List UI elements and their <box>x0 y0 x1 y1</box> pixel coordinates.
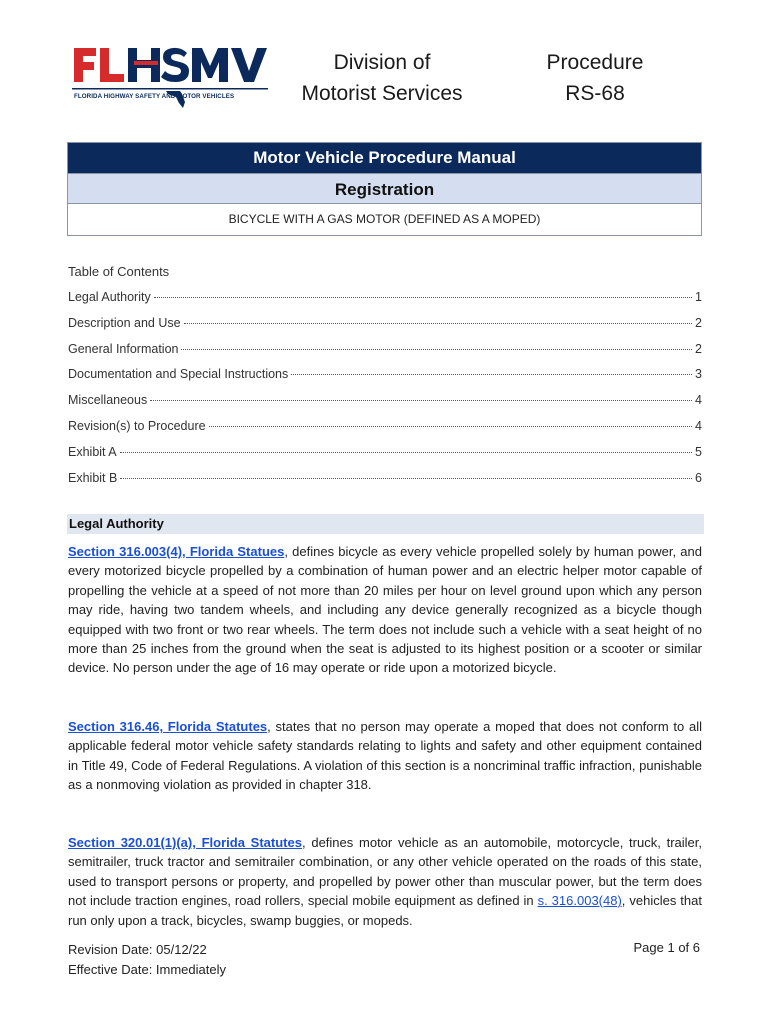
toc-item[interactable] <box>68 342 702 368</box>
statute-link-316-46[interactable]: Section 316.46, Florida Statutes <box>68 719 268 734</box>
flhsmv-logo <box>72 44 268 110</box>
toc-item[interactable] <box>68 290 702 316</box>
legal-paragraph-1 <box>68 542 702 678</box>
statute-link-320-01[interactable]: Section 320.01(1)(a), Florida Statutes <box>68 835 302 850</box>
page-number: Page 1 of 6 <box>633 940 700 955</box>
procedure-line1: Procedure <box>546 51 644 74</box>
toc-leader-dots <box>184 323 692 324</box>
toc-item-label: Exhibit B <box>68 470 118 485</box>
toc-item-label: Description and Use <box>68 315 181 330</box>
toc-leader-dots <box>291 374 692 375</box>
table-of-contents <box>68 290 702 496</box>
toc-item-label: General Information <box>68 341 179 356</box>
toc-item-page: 4 <box>695 393 702 408</box>
toc-item[interactable] <box>68 471 702 497</box>
toc-item[interactable] <box>68 367 702 393</box>
toc-item[interactable] <box>68 316 702 342</box>
toc-item[interactable] <box>68 393 702 419</box>
toc-item-page: 2 <box>695 341 702 356</box>
toc-item-label: Miscellaneous <box>68 393 148 408</box>
toc-leader-dots <box>150 400 692 401</box>
toc-leader-dots <box>120 452 692 453</box>
revision-date: Revision Date: 05/12/22 <box>68 942 207 957</box>
toc-item-label: Exhibit A <box>68 444 117 459</box>
toc-leader-dots <box>181 349 692 350</box>
toc-item-label: Revision(s) to Procedure <box>68 418 206 433</box>
statute-link-316-003-4[interactable]: Section 316.003(4), Florida Statues <box>68 544 285 559</box>
logo-tagline: FLORIDA HIGHWAY SAFETY AND MOTOR VEHICLES <box>74 93 235 100</box>
toc-heading: Table of Contents <box>68 264 170 279</box>
toc-item-page: 1 <box>695 290 702 304</box>
toc-item-page: 6 <box>695 470 702 485</box>
toc-item-page: 5 <box>695 444 702 459</box>
manual-title: Motor Vehicle Procedure Manual <box>68 143 701 173</box>
toc-item[interactable] <box>68 419 702 445</box>
paragraph-text: , vehicles that run only upon a track, bicycles, swamp buggies, or mopeds. <box>68 893 702 928</box>
statute-link-316-003-48[interactable]: s. 316.003(48) <box>537 893 622 909</box>
procedure-number: RS-68 <box>565 82 625 105</box>
footer-dates <box>68 940 226 980</box>
paragraph-text: , defines bicycle as every vehicle propelled solely by human power, and every motorized bicycle propelled by a combination of human power and an electric helper motor capable of propelling the vehicle at a speed of not more than 20 miles per hour on level ground upon which any person may ride, having two tandem wheels, and including any device generally recognized as a bicycle though equipped with two front or two rear wheels. The term does not include such a vehicle with a seat height of no more than 25 inches from the ground when the seat is adjusted to its highest position or a scooter or similar device. No person under the age of 16 may operate or ride upon a motorized bicycle. <box>68 544 702 676</box>
paragraph-text: , defines motor vehicle as an automobile, motorcycle, truck, trailer, semitrailer, truck tractor and semitrailer combination, or any other vehicle operated on the roads of this state, used to transport persons or property, and propelled by power other than muscular power, but the term does not include traction engines, road rollers, special mobile equipment as defined in <box>68 835 702 909</box>
legal-paragraph-3 <box>68 833 702 930</box>
toc-leader-dots <box>120 478 692 479</box>
toc-item-page: 3 <box>695 367 702 382</box>
toc-item-label: Documentation and Special Instructions <box>68 367 289 382</box>
division-line2: Motorist Services <box>301 82 463 105</box>
division-line1: Division of <box>333 51 431 74</box>
title-box <box>67 142 702 236</box>
legal-paragraph-2 <box>68 717 702 795</box>
paragraph-text: , states that no person may operate a moped that does not conform to all applicable federal motor vehicle safety standards relating to lights and safety and other equipment contained in Title 49, Code of Federal Regulations. A violation of this section is a noncriminal traffic infraction, punishable as a nonmoving violation as provided in chapter 318. <box>68 719 702 793</box>
toc-item-page: 2 <box>695 315 702 330</box>
toc-item-label: Legal Authority <box>68 290 151 304</box>
toc-item[interactable] <box>68 445 702 471</box>
toc-leader-dots <box>154 297 692 298</box>
subject-title: BICYCLE WITH A GAS MOTOR (DEFINED AS A MOPED) <box>68 204 701 235</box>
toc-leader-dots <box>209 426 692 427</box>
legal-authority-heading: Legal Authority <box>67 514 704 534</box>
effective-date: Effective Date: Immediately <box>68 962 226 977</box>
section-title: Registration <box>68 173 701 204</box>
toc-item-page: 4 <box>695 418 702 433</box>
procedure-title <box>520 47 670 109</box>
division-title <box>282 47 482 109</box>
